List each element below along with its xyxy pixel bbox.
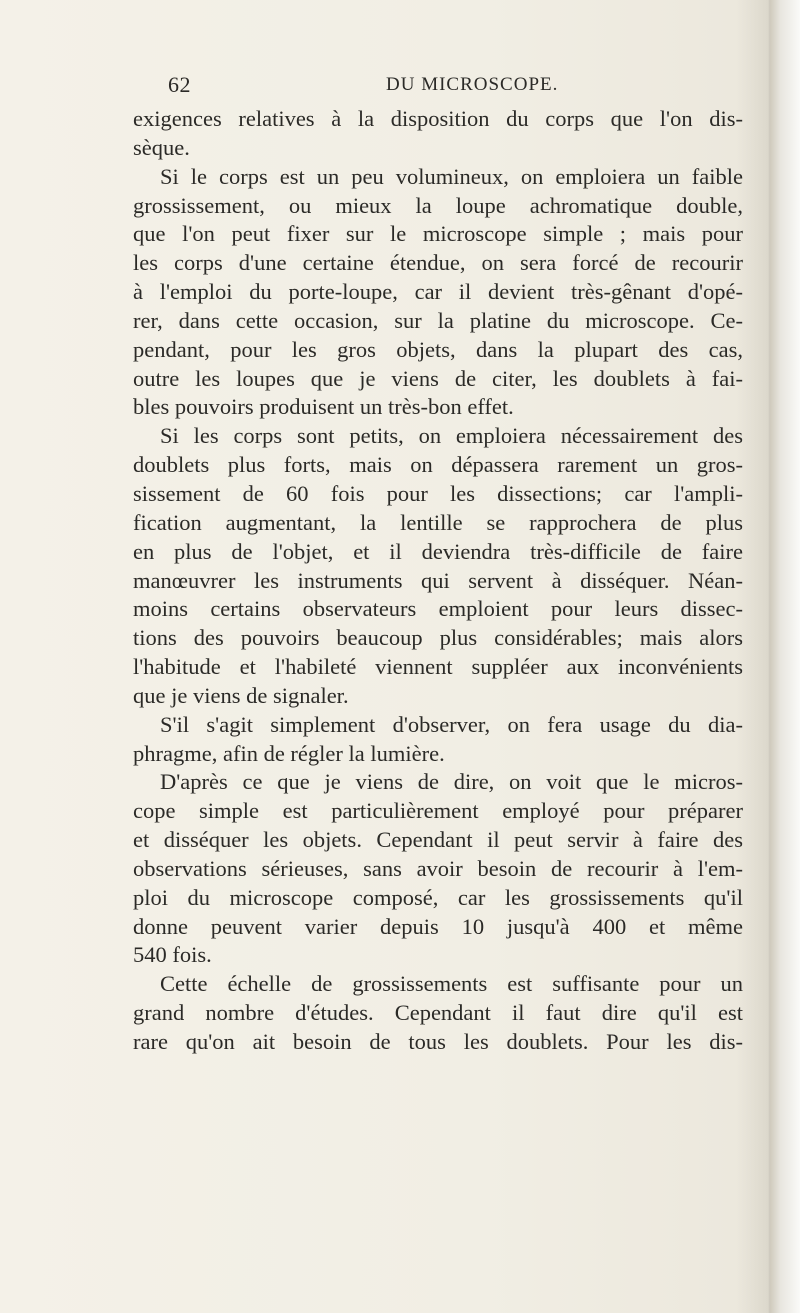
text-line: phragme, afin de régler la lumière.	[133, 740, 445, 766]
text-line: grand nombre d'études. Cependant il faut dire qu'il est	[133, 1000, 743, 1026]
text-line: que l'on peut fixer sur le microscope simple ; mais pour	[133, 221, 743, 247]
text-line: moins certains observateurs emploient pour leurs dissec-	[133, 596, 743, 622]
text-line: à l'emploi du porte-loupe, car il devient très-gênant d'opé-	[133, 279, 743, 305]
text-line: D'après ce que je viens de dire, on voit que le micros-	[160, 769, 743, 795]
text-line: et disséquer les objets. Cependant il peut servir à faire des	[133, 827, 743, 853]
text-line: bles pouvoirs produisent un très-bon effet.	[133, 394, 514, 420]
text-line: l'habitude et l'habileté viennent suppléer aux inconvénients	[133, 654, 743, 680]
text-line: pendant, pour les gros objets, dans la plupart des cas,	[133, 336, 743, 362]
text-line: observations sérieuses, sans avoir besoin de recourir à l'em-	[133, 855, 743, 881]
running-title: DU MICROSCOPE.	[386, 74, 559, 95]
text-line: sissement de 60 fois pour les dissections; car l'ampli-	[133, 480, 743, 506]
text-line: doublets plus forts, mais on dépassera rarement un gros-	[133, 452, 743, 478]
text-line: en plus de l'objet, et il deviendra très-difficile de faire	[133, 538, 743, 564]
text-line: que je viens de signaler.	[133, 682, 349, 708]
text-line: Cette échelle de grossissements est suffisante pour un	[160, 971, 743, 997]
body-text	[133, 105, 743, 1057]
text-line: Si les corps sont petits, on emploiera nécessairement des	[160, 423, 743, 449]
text-line: ploi du microscope composé, car les grossissements qu'il	[133, 884, 743, 910]
page-binding-edge	[770, 0, 800, 1313]
text-line: rare qu'on ait besoin de tous les doublets. Pour les dis-	[133, 1029, 743, 1054]
text-line: S'il s'agit simplement d'observer, on fera usage du dia-	[160, 711, 743, 737]
text-line: sèque.	[133, 134, 190, 160]
text-line: cope simple est particulièrement employé pour préparer	[133, 798, 743, 824]
text-line: exigences relatives à la disposition du corps que l'on dis-	[133, 106, 743, 131]
text-line: grossissement, ou mieux la loupe achromatique double,	[133, 192, 743, 218]
text-line: tions des pouvoirs beaucoup plus considérables; mais alors	[133, 625, 743, 651]
text-line: Si le corps est un peu volumineux, on emploiera un faible	[160, 163, 743, 189]
running-head	[0, 72, 760, 102]
text-line: donne peuvent varier depuis 10 jusqu'à 400 et même	[133, 913, 743, 939]
text-line: outre les loupes que je viens de citer, les doublets à fai-	[133, 365, 743, 391]
text-line: rer, dans cette occasion, sur la platine du microscope. Ce-	[133, 307, 743, 333]
page-number: 62	[168, 72, 191, 97]
text-line: les corps d'une certaine étendue, on sera forcé de recourir	[133, 250, 743, 276]
text-line: fication augmentant, la lentille se rapprochera de plus	[133, 509, 743, 535]
text-line: 540 fois.	[133, 942, 212, 968]
text-line: manœuvrer les instruments qui servent à disséquer. Néan-	[133, 567, 743, 593]
